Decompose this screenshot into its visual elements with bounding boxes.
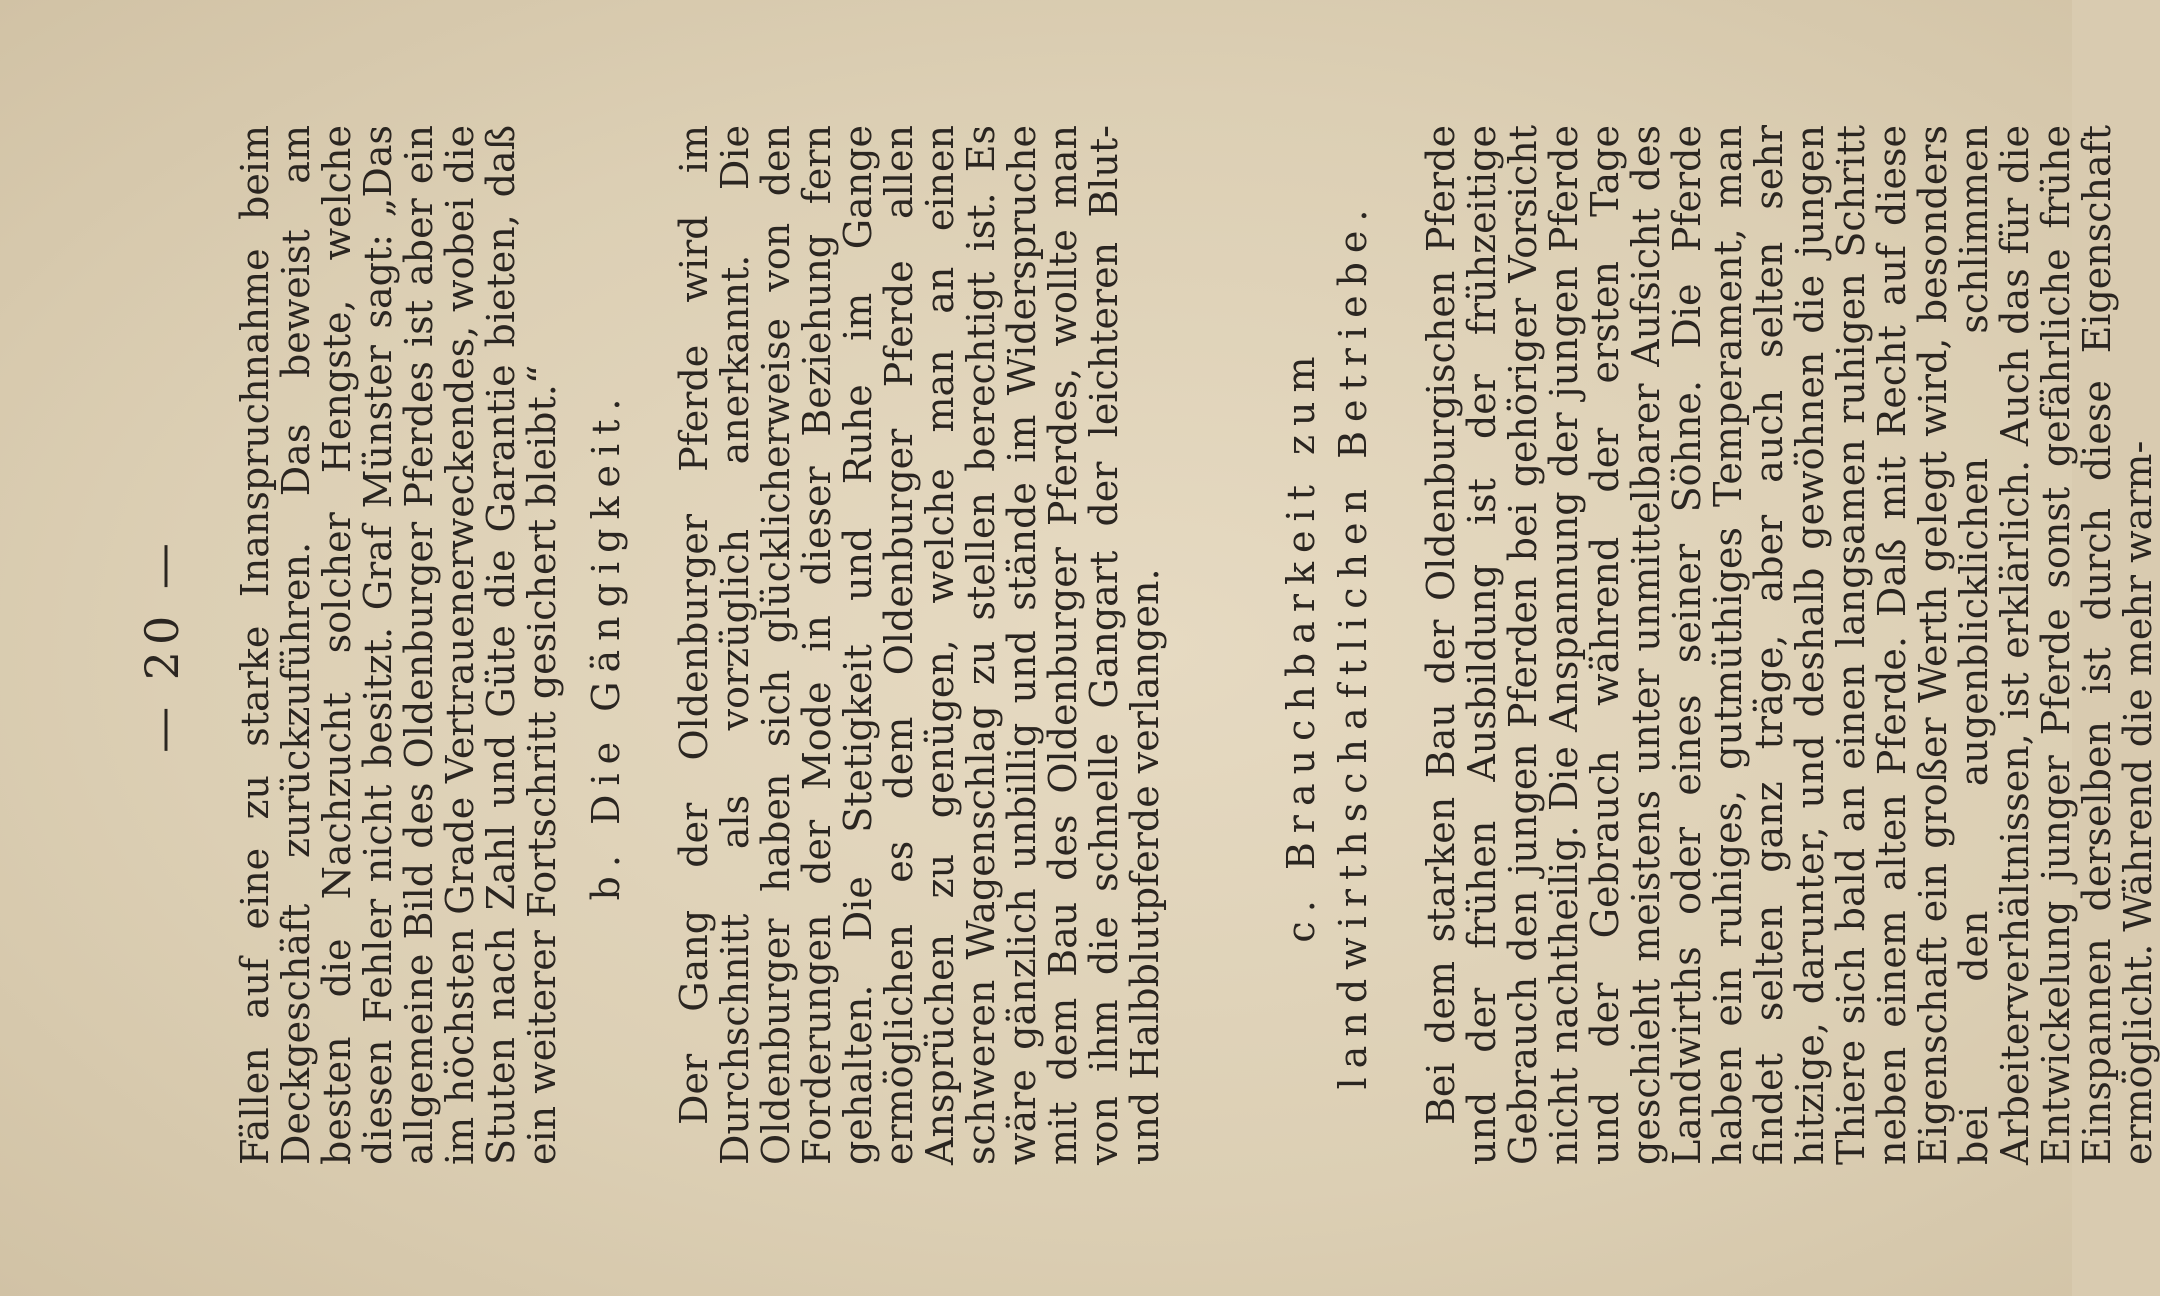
rotated-text-block [135,105,2160,1185]
paragraph: Fällen auf eine zu starke Inanspruchnahme beim Deckgeschäft zurückzuführen. Das beweist am besten die Nachzucht solcher Hengste, welche diesen Fehler nicht besitzt. Graf Münster sagt: „Das allgemeine Bild des Oldenburger Pferdes ist aber ein im höchsten Grade Vertrauenerweckendes, wobei die Stuten nach Zahl und Güte die Garantie bieten, daß ein weiterer Fortschritt gesichert bleibt.“ [233,125,564,1165]
paragraph: Der Gang der Oldenburger Pferde wird im Durchschnitt als vorzüglich anerkannt. Die Oldenburger haben sich glücklicherweise von den Forderungen der Mode in dieser Beziehung fern gehalten. Die Stetigkeit und Ruhe im Gange ermöglichen es dem Oldenburger Pferde allen Ansprüchen zu genügen, welche man an einen schweren Wagenschlag zu stellen berechtigt ist. Es wäre gänzlich unbillig und stände im Widerspruche mit dem Bau des Oldenburger Pferdes, wollte man von ihm die schnelle Gangart der leichteren Blut- und Halbblutpferde verlangen. [672,125,1167,1165]
section-heading: b. Die Gängigkeit. [584,389,628,901]
page-number: — 20 — [135,537,189,753]
paragraph: Bei dem starken Bau der Oldenburgischen Pferde und der frühen Ausbildung ist der frühzeitige Gebrauch den jungen Pferden bei gehöriger Vorsicht nicht nachtheilig. Die Anspannung der jungen Pferde und der Gebrauch während der ersten Tage geschieht meistens unter unmittelbarer Aufsicht des Landwirths oder eines seiner Söhne. Die Pferde haben ein ruhiges, gutmüthiges Temperament, man findet selten ganz träge, aber auch selten sehr hitzige, darunter, und deshalb gewöhnen die jungen Thiere sich bald an einen langsamen ruhigen Schritt neben einem alten Pferde. Daß mit Recht auf diese Eigenschaft ein großer Werth gelegt wird, besonders bei den augenblicklichen schlimmen Arbeiterverhältnissen, ist erklärlich. Auch das für die Entwickelung junger Pferde sonst gefährliche frühe Einspannen derselben ist durch diese Eigenschaft ermöglicht. Während die mehr warm- [1419,125,2160,1165]
heading-gap [632,125,674,1165]
heading-gap [1379,125,1421,1165]
section-heading: c. Brauchbarkeit zum landwirthschaftlichen Betriebe. [1279,200,1375,1090]
section-gaengigkeit [580,125,1166,1165]
section-intro [235,125,563,1165]
section-brauchbarkeit [1275,125,2159,1165]
